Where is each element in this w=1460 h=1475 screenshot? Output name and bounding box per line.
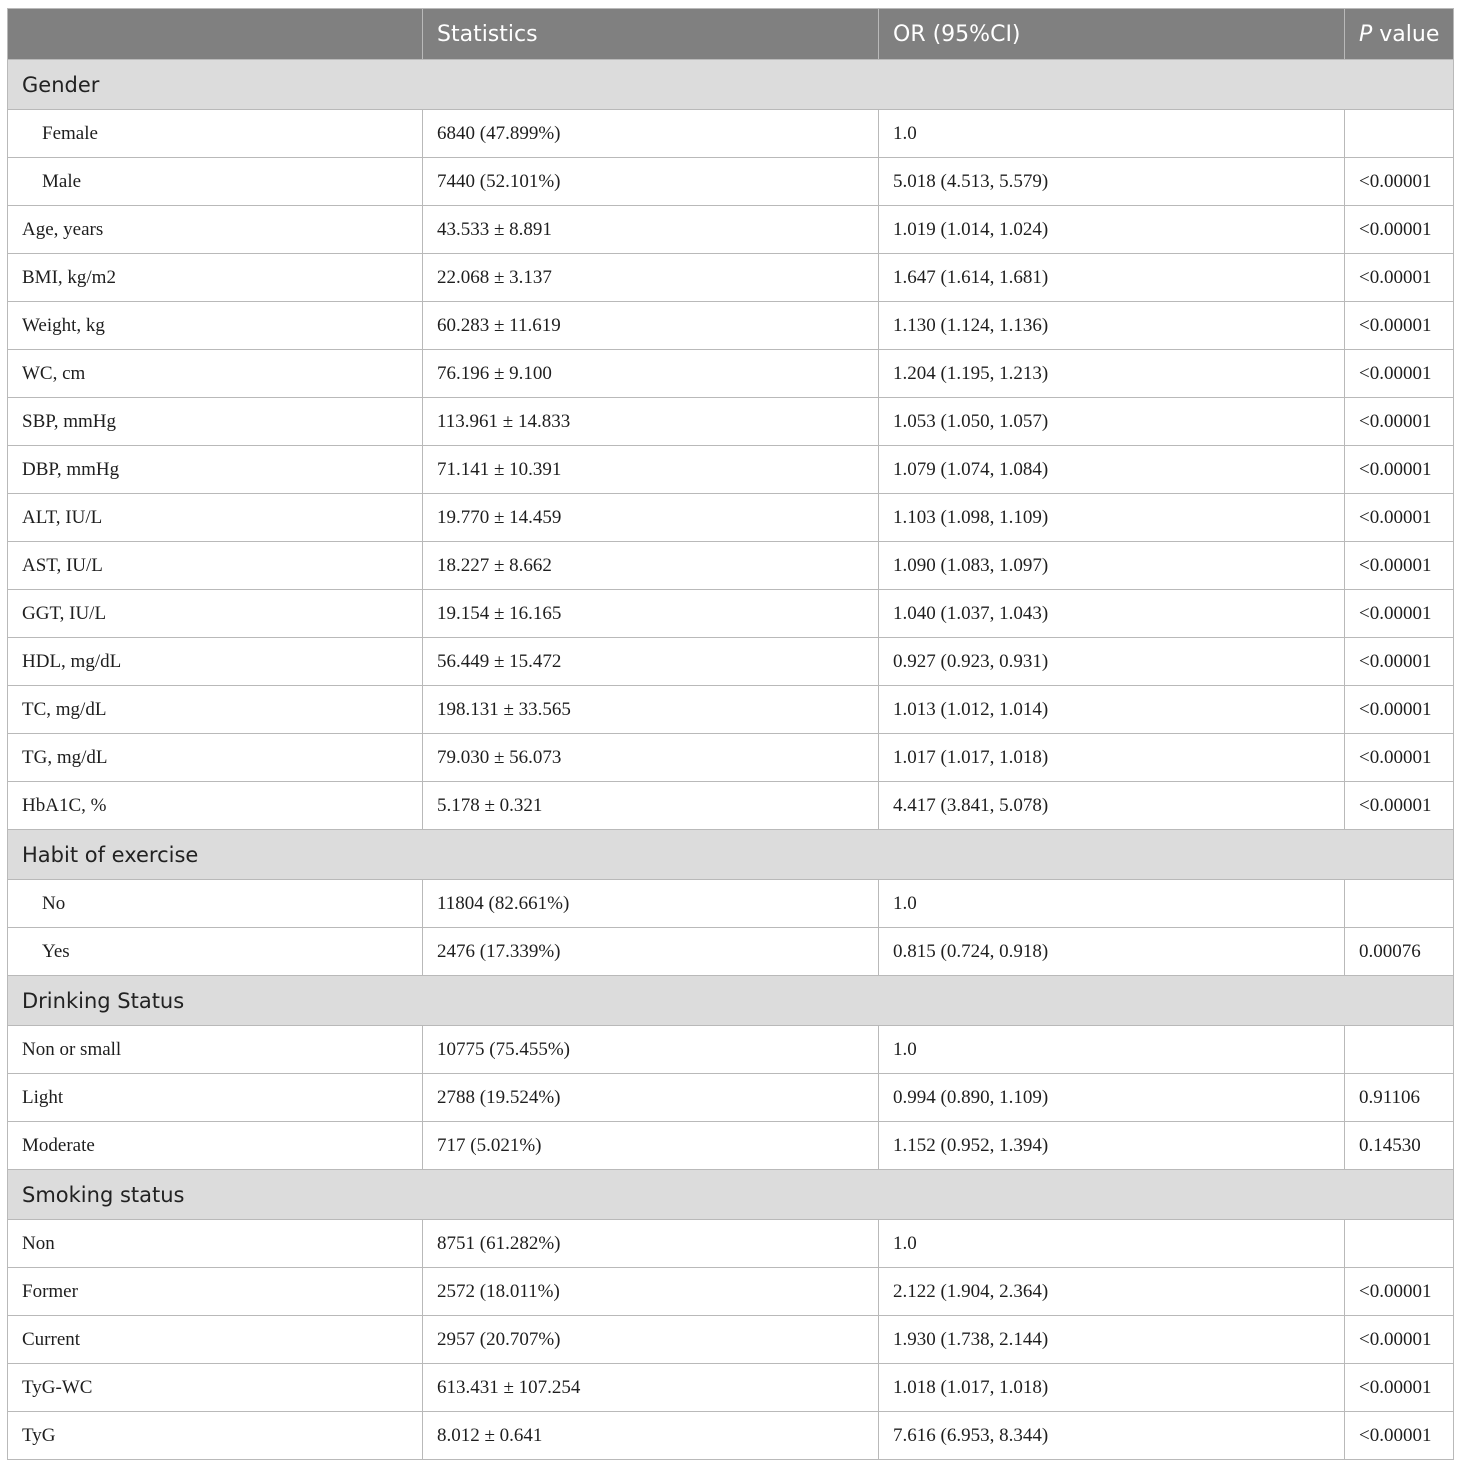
table-row	[8, 110, 1454, 158]
cell-variable: Light	[8, 1074, 423, 1122]
table-row	[8, 782, 1454, 830]
cell-statistics: 76.196 ± 9.100	[423, 350, 879, 398]
cell-p-value: <0.00001	[1345, 782, 1454, 830]
cell-variable: Non	[8, 1220, 423, 1268]
cell-statistics: 60.283 ± 11.619	[423, 302, 879, 350]
cell-p-value: <0.00001	[1345, 1412, 1454, 1460]
table-row	[8, 206, 1454, 254]
section-row	[8, 60, 1454, 110]
cell-statistics: 2788 (19.524%)	[423, 1074, 879, 1122]
cell-p-value: <0.00001	[1345, 350, 1454, 398]
cell-variable: Age, years	[8, 206, 423, 254]
cell-variable: DBP, mmHg	[8, 446, 423, 494]
header-p-italic: P	[1359, 21, 1373, 47]
statistics-table	[7, 8, 1454, 1460]
cell-p-value: <0.00001	[1345, 1268, 1454, 1316]
cell-variable: BMI, kg/m2	[8, 254, 423, 302]
cell-variable: AST, IU/L	[8, 542, 423, 590]
cell-statistics: 10775 (75.455%)	[423, 1026, 879, 1074]
table-row	[8, 880, 1454, 928]
cell-variable: ALT, IU/L	[8, 494, 423, 542]
table-row	[8, 1026, 1454, 1074]
table-row	[8, 590, 1454, 638]
cell-statistics: 7440 (52.101%)	[423, 158, 879, 206]
cell-or-ci: 1.019 (1.014, 1.024)	[879, 206, 1345, 254]
cell-or-ci: 1.152 (0.952, 1.394)	[879, 1122, 1345, 1170]
cell-or-ci: 1.0	[879, 1220, 1345, 1268]
cell-or-ci: 1.647 (1.614, 1.681)	[879, 254, 1345, 302]
cell-p-value: 0.91106	[1345, 1074, 1454, 1122]
cell-statistics: 613.431 ± 107.254	[423, 1364, 879, 1412]
cell-or-ci: 1.017 (1.017, 1.018)	[879, 734, 1345, 782]
cell-statistics: 5.178 ± 0.321	[423, 782, 879, 830]
cell-variable: TyG	[8, 1412, 423, 1460]
cell-statistics: 8751 (61.282%)	[423, 1220, 879, 1268]
section-row	[8, 976, 1454, 1026]
table-row	[8, 1074, 1454, 1122]
cell-p-value: 0.00076	[1345, 928, 1454, 976]
cell-statistics: 22.068 ± 3.137	[423, 254, 879, 302]
cell-statistics: 2476 (17.339%)	[423, 928, 879, 976]
cell-variable: Non or small	[8, 1026, 423, 1074]
cell-variable: HbA1C, %	[8, 782, 423, 830]
cell-variable: Former	[8, 1268, 423, 1316]
table-row	[8, 1122, 1454, 1170]
cell-variable: WC, cm	[8, 350, 423, 398]
header-row	[8, 9, 1454, 60]
cell-or-ci: 1.0	[879, 110, 1345, 158]
table-row	[8, 494, 1454, 542]
cell-variable: Female	[8, 110, 423, 158]
cell-p-value: <0.00001	[1345, 638, 1454, 686]
cell-p-value: <0.00001	[1345, 254, 1454, 302]
cell-or-ci: 0.927 (0.923, 0.931)	[879, 638, 1345, 686]
table-header	[8, 9, 1454, 60]
table-row	[8, 638, 1454, 686]
cell-or-ci: 0.815 (0.724, 0.918)	[879, 928, 1345, 976]
cell-p-value	[1345, 110, 1454, 158]
cell-statistics: 79.030 ± 56.073	[423, 734, 879, 782]
cell-p-value: <0.00001	[1345, 206, 1454, 254]
section-label: Gender	[8, 60, 1454, 110]
table-row	[8, 302, 1454, 350]
table-row	[8, 734, 1454, 782]
cell-or-ci: 1.040 (1.037, 1.043)	[879, 590, 1345, 638]
cell-p-value	[1345, 1220, 1454, 1268]
cell-variable: TyG-WC	[8, 1364, 423, 1412]
cell-statistics: 11804 (82.661%)	[423, 880, 879, 928]
cell-p-value: <0.00001	[1345, 302, 1454, 350]
cell-variable: No	[8, 880, 423, 928]
table-row	[8, 446, 1454, 494]
cell-variable: TC, mg/dL	[8, 686, 423, 734]
cell-or-ci: 4.417 (3.841, 5.078)	[879, 782, 1345, 830]
cell-statistics: 8.012 ± 0.641	[423, 1412, 879, 1460]
table-row	[8, 350, 1454, 398]
cell-p-value: 0.14530	[1345, 1122, 1454, 1170]
section-row	[8, 1170, 1454, 1220]
header-statistics: Statistics	[423, 9, 879, 60]
cell-variable: TG, mg/dL	[8, 734, 423, 782]
cell-variable: SBP, mmHg	[8, 398, 423, 446]
cell-or-ci: 0.994 (0.890, 1.109)	[879, 1074, 1345, 1122]
cell-variable: Male	[8, 158, 423, 206]
table-row	[8, 928, 1454, 976]
cell-or-ci: 1.013 (1.012, 1.014)	[879, 686, 1345, 734]
cell-p-value: <0.00001	[1345, 542, 1454, 590]
cell-variable: HDL, mg/dL	[8, 638, 423, 686]
cell-p-value: <0.00001	[1345, 446, 1454, 494]
cell-p-value: <0.00001	[1345, 734, 1454, 782]
table-row	[8, 1316, 1454, 1364]
cell-variable: Weight, kg	[8, 302, 423, 350]
cell-p-value: <0.00001	[1345, 1316, 1454, 1364]
cell-statistics: 71.141 ± 10.391	[423, 446, 879, 494]
section-label: Drinking Status	[8, 976, 1454, 1026]
cell-p-value: <0.00001	[1345, 494, 1454, 542]
cell-p-value	[1345, 1026, 1454, 1074]
cell-or-ci: 1.018 (1.017, 1.018)	[879, 1364, 1345, 1412]
cell-p-value: <0.00001	[1345, 686, 1454, 734]
cell-statistics: 198.131 ± 33.565	[423, 686, 879, 734]
cell-statistics: 717 (5.021%)	[423, 1122, 879, 1170]
section-row	[8, 830, 1454, 880]
cell-p-value: <0.00001	[1345, 158, 1454, 206]
table-row	[8, 398, 1454, 446]
header-variable	[8, 9, 423, 60]
cell-statistics: 43.533 ± 8.891	[423, 206, 879, 254]
cell-or-ci: 1.079 (1.074, 1.084)	[879, 446, 1345, 494]
cell-p-value	[1345, 880, 1454, 928]
cell-or-ci: 1.103 (1.098, 1.109)	[879, 494, 1345, 542]
cell-or-ci: 1.204 (1.195, 1.213)	[879, 350, 1345, 398]
cell-or-ci: 1.090 (1.083, 1.097)	[879, 542, 1345, 590]
cell-statistics: 113.961 ± 14.833	[423, 398, 879, 446]
cell-p-value: <0.00001	[1345, 1364, 1454, 1412]
cell-statistics: 2957 (20.707%)	[423, 1316, 879, 1364]
section-label: Smoking status	[8, 1170, 1454, 1220]
table-row	[8, 1220, 1454, 1268]
cell-statistics: 19.770 ± 14.459	[423, 494, 879, 542]
cell-or-ci: 1.0	[879, 1026, 1345, 1074]
table-row	[8, 1364, 1454, 1412]
cell-p-value: <0.00001	[1345, 398, 1454, 446]
cell-variable: Current	[8, 1316, 423, 1364]
cell-or-ci: 2.122 (1.904, 2.364)	[879, 1268, 1345, 1316]
cell-statistics: 56.449 ± 15.472	[423, 638, 879, 686]
cell-statistics: 18.227 ± 8.662	[423, 542, 879, 590]
cell-or-ci: 1.930 (1.738, 2.144)	[879, 1316, 1345, 1364]
header-p-rest: value	[1372, 21, 1440, 47]
cell-variable: Yes	[8, 928, 423, 976]
section-label: Habit of exercise	[8, 830, 1454, 880]
table-row	[8, 158, 1454, 206]
table-row	[8, 686, 1454, 734]
cell-variable: Moderate	[8, 1122, 423, 1170]
table-body	[8, 60, 1454, 1460]
cell-or-ci: 1.130 (1.124, 1.136)	[879, 302, 1345, 350]
table-row	[8, 1412, 1454, 1460]
cell-p-value: <0.00001	[1345, 590, 1454, 638]
cell-statistics: 6840 (47.899%)	[423, 110, 879, 158]
cell-or-ci: 5.018 (4.513, 5.579)	[879, 158, 1345, 206]
cell-variable: GGT, IU/L	[8, 590, 423, 638]
header-p-value	[1345, 9, 1454, 60]
cell-or-ci: 7.616 (6.953, 8.344)	[879, 1412, 1345, 1460]
cell-or-ci: 1.053 (1.050, 1.057)	[879, 398, 1345, 446]
table-row	[8, 542, 1454, 590]
cell-or-ci: 1.0	[879, 880, 1345, 928]
table-row	[8, 254, 1454, 302]
cell-statistics: 19.154 ± 16.165	[423, 590, 879, 638]
cell-statistics: 2572 (18.011%)	[423, 1268, 879, 1316]
table-row	[8, 1268, 1454, 1316]
header-or-ci: OR (95%CI)	[879, 9, 1345, 60]
